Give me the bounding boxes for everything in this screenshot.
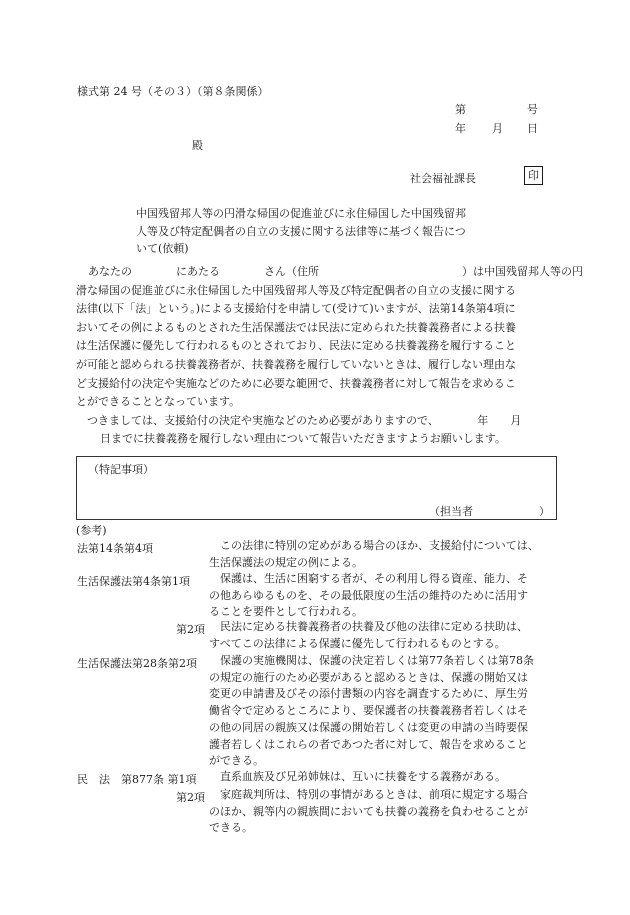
reference-line: できる。 — [209, 821, 253, 835]
request-body — [76, 263, 583, 449]
reference-line: すべてこの法律による保護に優先して行われるものとする。 — [209, 636, 506, 650]
body-line: あなたの にあたる さん（住所 ）は中国残留邦人等の円 — [88, 265, 583, 278]
sender-title: 社会福祉課長 — [410, 172, 476, 185]
reference-line: 保護は、生活に困窮する者が、その利用し得る資産、能力、そ — [220, 572, 528, 585]
reference-label: 法第14条第4項 — [77, 542, 153, 555]
reference-label: 民 法 第877条 第1項 — [77, 773, 197, 786]
reference-label: 生活保護法第4条第1項 — [77, 575, 190, 588]
body-line: 法律(以下「法」という。)による支援給付を申請して(受けて)いますが、法第14条第4項に — [76, 302, 516, 316]
special-remarks-label: （特記事項） — [88, 463, 154, 476]
title-line: 人等及び特定配偶者の自立の支援に関する法律等に基づく報告につ — [136, 224, 466, 238]
reference-line: 護者若しくはこれらの者であつた者に対して、報告を求めること — [209, 737, 528, 751]
reference-line: 働省令で定めるところにより、要保護者の扶養義務者若しくはそ — [209, 704, 528, 718]
reference-line: 生活保護法の規定の例による。 — [209, 555, 363, 569]
reference-label: 第2項 — [176, 623, 205, 636]
date-month: 月 — [492, 122, 503, 135]
title-line: 中国残留邦人等の円滑な帰国の促進並びに永住帰国した中国残留邦 — [136, 207, 466, 220]
reference-heading: (参考) — [76, 524, 107, 537]
document-number-prefix: 第 — [455, 103, 466, 116]
body-line: が可能と認められる扶養義務者が、扶養義務を履行していないときは、履行しない理由な — [76, 357, 516, 371]
reference-text — [209, 769, 506, 786]
reference-line: 変更の申請書及びその添付書類の内容を調査するために、厚生労 — [209, 687, 528, 701]
special-remarks-box — [76, 456, 557, 520]
reference-text — [209, 538, 539, 571]
reference-text — [209, 571, 528, 621]
reference-line: ることを要件として行われる。 — [209, 605, 363, 619]
reference-line: 民法に定める扶養義務者の扶養及び他の法律に定める扶助は、 — [220, 620, 528, 633]
reference-line: の他の同居の親族又は保護の開始若しくは変更の申請の当時要保 — [209, 720, 528, 734]
reference-line: の他あらゆるものを、その最低限度の生活の維持のために活用す — [209, 588, 528, 602]
body-line: おいてその例によるものとされた生活保護法では民法に定められた扶養義務者による扶養 — [76, 320, 516, 334]
body-line: つきましては、支援給付の決定や実施などのため必要がありますので、 年 月 — [87, 413, 522, 427]
form-number: 様式第 24 号（その３）（第８条関係） — [77, 85, 269, 98]
document-number-suffix: 号 — [527, 103, 538, 116]
date-year: 年 — [455, 122, 466, 135]
reference-line: 直系血族及び兄弟姉妹は、互いに扶養をする義務がある。 — [220, 770, 506, 783]
reference-text — [209, 653, 534, 770]
reference-line: のほか、親等内の親族間においても扶養の義務を負わせることが — [209, 804, 528, 818]
title-line: いて(依頼) — [136, 242, 189, 255]
reference-line: 家庭裁判所は、特別の事情があるときは、前項に規定する場合 — [220, 788, 528, 801]
reference-text — [209, 787, 528, 837]
reference-label: 第2項 — [176, 791, 205, 804]
reference-line: 保護の実施機関は、保護の決定若しくは第77条若しくは第78条 — [220, 654, 534, 667]
body-line: 滑な帰国の促進並びに永住帰国した中国残留邦人等及び特定配偶者の自立の支援に関する — [76, 283, 516, 297]
reference-line: の規定の施行のため必要があると認めるときは、保護の開始又は — [209, 670, 528, 684]
date-day: 日 — [527, 122, 538, 135]
reference-line: ができる。 — [209, 754, 264, 768]
reference-label: 生活保護法第28条第2項 — [77, 657, 197, 670]
reference-text — [209, 619, 528, 652]
body-line: ど支援給付の決定や実施などのために必要な範囲で、扶養義務者に対して報告を求めるこ — [76, 376, 516, 390]
body-line: とができることとなっています。 — [76, 395, 241, 409]
document-title — [136, 205, 466, 258]
body-line: 日までに扶養義務を履行しない理由について報告いただきますようお願いします。 — [100, 432, 506, 446]
addressee-suffix: 殿 — [192, 139, 203, 152]
seal-stamp: 印 — [524, 166, 543, 185]
contact-person-label: （担当者 ） — [429, 505, 550, 518]
reference-line: この法律に特別の定めがある場合のほか、支援給付については、 — [220, 539, 539, 552]
body-line: は生活保護に優先して行われるものとされており、民法に定める扶養義務を履行すること — [76, 339, 516, 353]
